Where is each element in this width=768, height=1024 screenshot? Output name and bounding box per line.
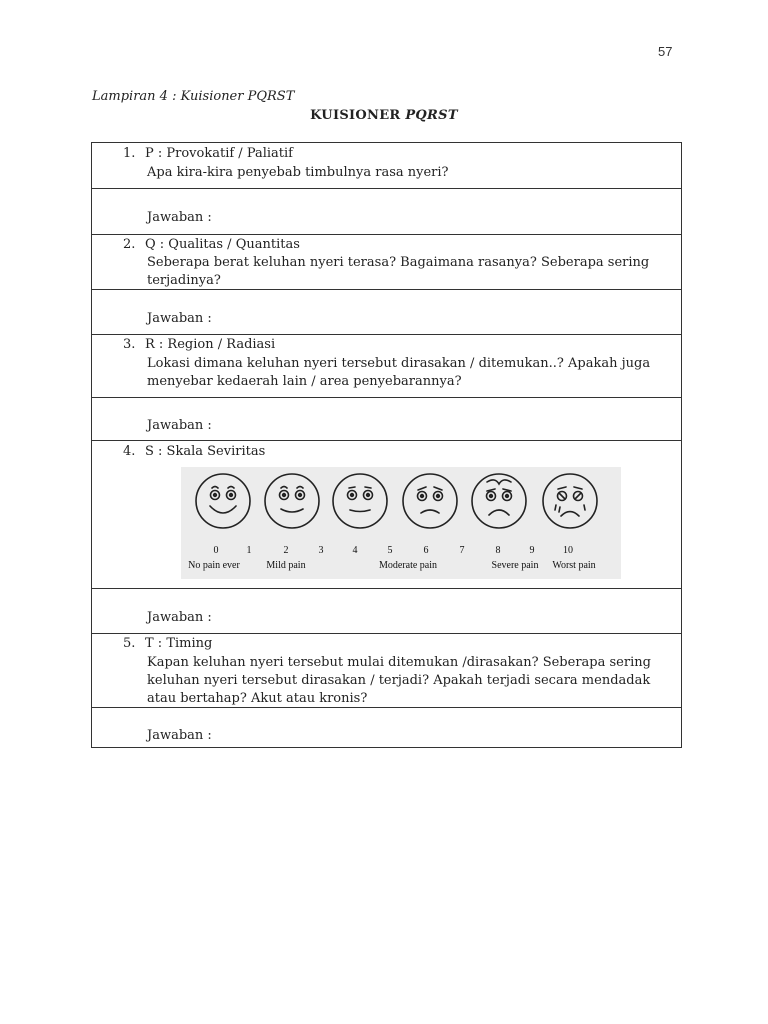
answer-label: Jawaban : [147, 728, 212, 743]
scale-descriptor-label: Worst pain [552, 560, 596, 571]
smile-big-face-icon [196, 474, 250, 528]
scale-tick-label: 6 [423, 545, 429, 556]
section-r-question-row [92, 335, 681, 398]
answer-label: Jawaban : [147, 311, 212, 326]
section-q-answer-row[interactable] [92, 290, 681, 335]
section-s-answer-row[interactable] [92, 589, 681, 634]
scale-tick-label: 2 [283, 545, 289, 556]
section-question: Kapan keluhan nyeri tersebut mulai ditemukan /dirasakan? Seberapa sering keluhan nyeri tersebut dirasakan / terjadi? Apakah terjadi secara mendadak atau bertahap? Akut atau kronis? [147, 655, 651, 706]
smile-face-icon [265, 474, 319, 528]
section-r-answer-row[interactable] [92, 398, 681, 441]
section-question: Apa kira-kira penyebab timbulnya rasa nyeri? [147, 165, 449, 180]
questionnaire-table [91, 142, 682, 748]
section-number: 1. [123, 146, 136, 161]
appendix-title: Lampiran 4 : Kuisioner PQRST [92, 89, 295, 104]
crying-face-icon [543, 474, 597, 528]
scale-descriptor-label: Moderate pain [378, 560, 438, 571]
answer-label: Jawaban : [147, 418, 212, 433]
section-heading: Q : Qualitas / Quantitas [145, 237, 300, 252]
pain-scale-image [181, 467, 621, 579]
section-t-answer-row[interactable] [92, 708, 681, 749]
scale-tick-label: 3 [318, 545, 324, 556]
grimace-face-icon [472, 474, 526, 528]
section-p-answer-row[interactable] [92, 189, 681, 235]
section-heading: R : Region / Radiasi [145, 337, 276, 352]
section-number: 3. [123, 337, 136, 352]
neutral-smile-face-icon [333, 474, 387, 528]
scale-tick-label: 5 [387, 545, 393, 556]
scale-descriptor-label: No pain ever [188, 560, 240, 571]
scale-tick-label: 7 [459, 545, 465, 556]
section-question: Lokasi dimana keluhan nyeri tersebut dirasakan / ditemukan..? Apakah juga menyebar kedaerah lain / area penyebarannya? [147, 356, 651, 389]
answer-label: Jawaban : [147, 610, 212, 625]
scale-tick-label: 10 [563, 545, 573, 556]
document-title: KUISIONER PQRST [310, 108, 458, 123]
frown-face-icon [403, 474, 457, 528]
section-s-question-row [92, 441, 681, 589]
section-heading: P : Provokatif / Paliatif [145, 146, 293, 161]
section-q-question-row [92, 235, 681, 290]
scale-tick-label: 8 [495, 545, 501, 556]
scale-descriptor-label: Severe pain [491, 560, 539, 571]
section-p-question-row [92, 143, 681, 189]
scale-tick-label: 4 [352, 545, 358, 556]
section-number: 4. [123, 444, 136, 459]
scale-tick-label: 9 [529, 545, 535, 556]
section-heading: T : Timing [145, 636, 213, 651]
section-question: Seberapa berat keluhan nyeri terasa? Bagaimana rasanya? Seberapa sering terjadinya? [147, 255, 650, 288]
scale-tick-label: 1 [246, 545, 252, 556]
section-number: 5. [123, 636, 136, 651]
page-number: 57 [658, 44, 673, 59]
scale-tick-label: 0 [213, 545, 219, 556]
section-t-question-row [92, 634, 681, 708]
scale-descriptor-label: Mild pain [266, 560, 306, 571]
answer-label: Jawaban : [147, 210, 212, 225]
section-number: 2. [123, 237, 136, 252]
section-heading: S : Skala Seviritas [145, 444, 266, 459]
